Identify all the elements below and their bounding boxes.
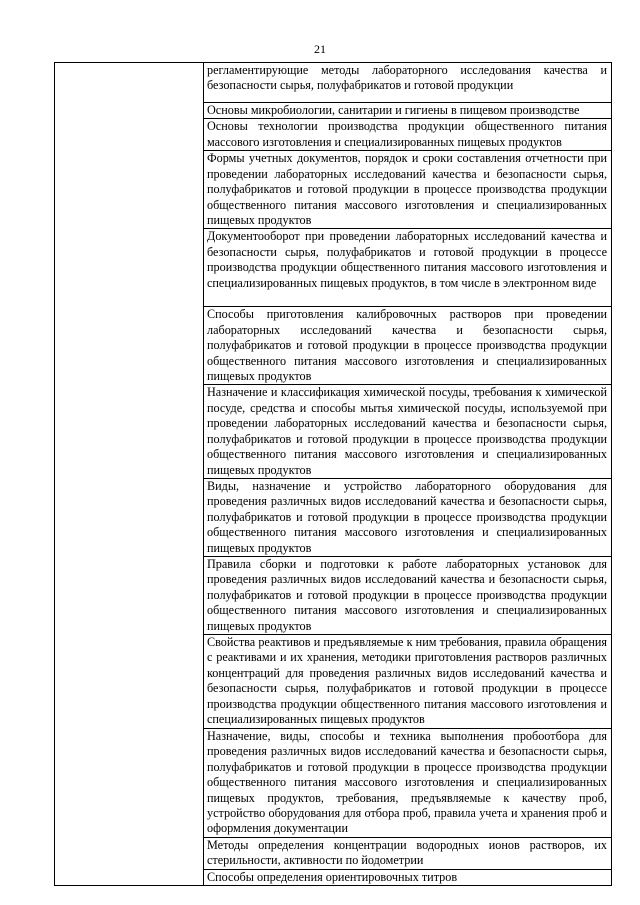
table-cell: Назначение, виды, способы и техника выполнения пробоотбора для проведения различных видов исследований качества и безопасности сырья, полуфабрикатов и готовой продукции в процессе производства продукции общественного питания массового изготовления и специализированных пищевых продуктов, требования, предъявляемые к качеству проб, устройство оборудования для отбора проб, правила учета и хранения проб и оформления документации [204,728,612,837]
page-number: 21 [314,42,326,56]
table-cell: Основы технологии производства продукции общественного питания массового изготовления и специализированных пищевых продуктов [204,119,612,151]
table-cell: Способы определения ориентировочных титров [204,869,612,885]
table-cell: Основы микробиологии, санитарии и гигиены в пищевом производстве [204,103,612,119]
table-cell: Назначение и классификация химической посуды, требования к химической посуде, средства и способы мытья химической посуды, используемой при проведении лабораторных исследований качества и безопасности сырья, полуфабрикатов и готовой продукции в процессе производства продукции общественного питания массового изготовления и специализированных пищевых продуктов [204,385,612,478]
requirements-table [54,62,612,886]
table-cell: Свойства реактивов и предъявляемые к ним требования, правила обращения с реактивами и их хранения, методики приготовления растворов различных концентраций для проведения различных видов исследований качества и безопасности сырья, полуфабрикатов и готовой продукции в процессе производства продукции общественного питания массового изготовления и специализированных пищевых продуктов [204,634,612,728]
table-cell: Виды, назначение и устройство лабораторного оборудования для проведения различных видов исследований качества и безопасности сырья, полуфабрикатов и готовой продукции в процессе производства продукции общественного питания массового изготовления и специализированных пищевых продуктов [204,478,612,556]
table-cell: Методы определения концентрации водородных ионов растворов, их стерильности, активности по йодометрии [204,837,612,869]
table-cell: Способы приготовления калибровочных растворов при проведении лабораторных исследований качества и безопасности сырья, полуфабрикатов и готовой продукции в процессе производства продукции общественного питания массового изготовления и специализированных пищевых продуктов [204,307,612,385]
table-cell: Правила сборки и подготовки к работе лабораторных установок для проведения различных видов исследований качества и безопасности сырья, полуфабрикатов и готовой продукции в процессе производства продукции общественного питания массового изготовления и специализированных пищевых продуктов [204,556,612,634]
table-cell: Формы учетных документов, порядок и сроки составления отчетности при проведении лабораторных исследований качества и безопасности сырья, полуфабрикатов и готовой продукции в процессе производства продукции общественного питания массового изготовления и специализированных пищевых продуктов [204,151,612,229]
table-cell: Документооборот при проведении лабораторных исследований качества и безопасности сырья, полуфабрикатов и готовой продукции в процессе производства продукции общественного питания массового изготовления и специализированных пищевых продуктов, в том числе в электронном виде [204,229,612,307]
label-column-cell [55,63,204,886]
table-cell: регламентирующие методы лабораторного исследования качества и безопасности сырья, полуфабрикатов и готовой продукции [204,63,612,103]
table-row [55,63,612,103]
